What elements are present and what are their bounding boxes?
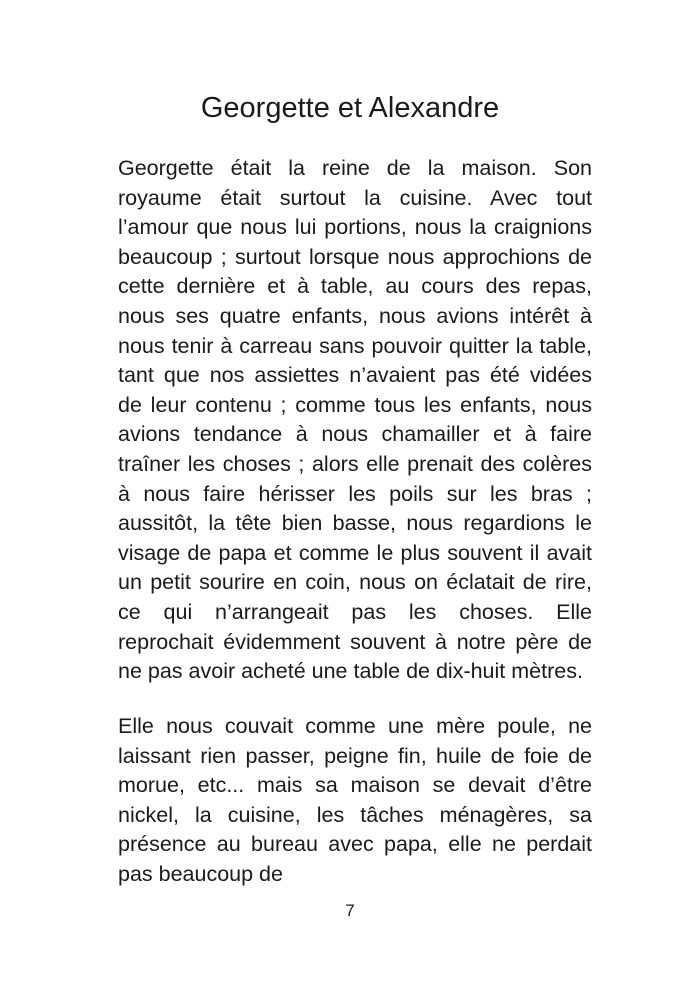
paragraph-2: Elle nous couvait comme une mère poule, ne laissant rien passer, peigne fin, huile de foie de morue, etc... mais sa maison se devait d’être nickel, la cuisine, les tâches ménagères, sa présence au bureau avec papa, elle ne perdait pas beaucoup de	[118, 714, 592, 886]
paragraph-1: Georgette était la reine de la maison. Son royaume était surtout la cuisine. Avec tout l’amour que nous lui portions, nous la craignions beaucoup ; surtout lorsque nous approchions de cette dernière et à table, au cours des repas, nous ses quatre enfants, nous avions intérêt à nous tenir à carreau sans pouvoir quitter la table, tant que nos assiettes n’avaient pas été vidées de leur contenu ; comme tous les enfants, nous avions tendance à nous chamailler et à faire traîner les choses ; alors elle prenait des colères à nous faire hérisser les poils sur les bras ; aussitôt, la tête bien basse, nous regardions le visage de papa et comme le plus souvent il avait un petit sourire en coin, nous on éclatait de rire, ce qui n’arrangeait pas les choses. Elle reprochait évidemment souvent à notre père de ne pas avoir acheté une table de dix-huit mètres.	[118, 156, 592, 684]
chapter-title: Georgette et Alexandre	[200, 92, 500, 124]
page-number: 7	[345, 901, 355, 920]
